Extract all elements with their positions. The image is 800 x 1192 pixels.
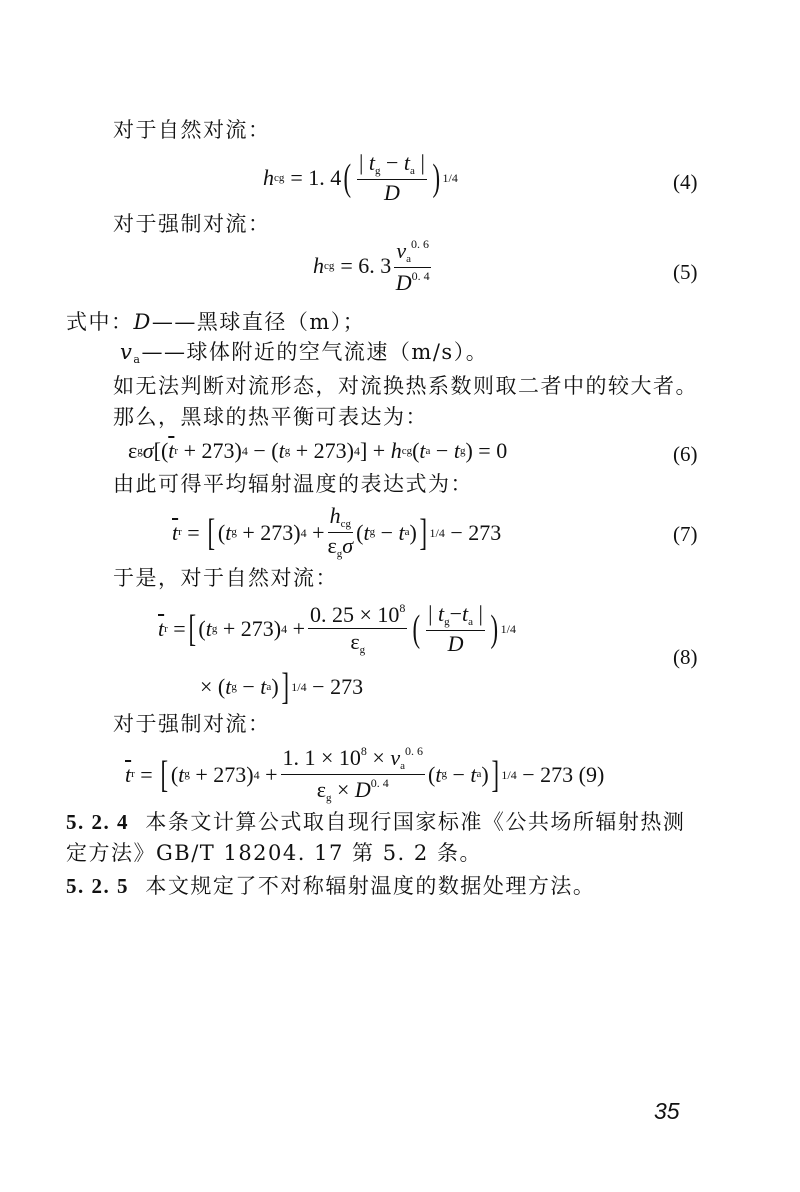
- paren: (: [217, 674, 226, 699]
- exponent: 0. 4: [411, 269, 430, 283]
- op: +: [265, 761, 278, 787]
- op: +: [195, 761, 208, 787]
- sub: a: [406, 253, 411, 265]
- exponent: 4: [241, 444, 248, 458]
- op: −: [435, 438, 449, 463]
- num: 273: [313, 438, 347, 463]
- text-forced-convection: 对于强制对流：: [113, 212, 271, 236]
- abs: |: [428, 601, 433, 626]
- op: −: [312, 674, 325, 699]
- sub: r: [164, 622, 168, 635]
- sub: g: [336, 548, 343, 560]
- equation-6: [128, 440, 507, 462]
- exponent: 8: [360, 744, 367, 758]
- var: h: [313, 253, 324, 278]
- paragraph-convection: 如无法判断对流形态，对流换热系数则取二者中的较大者。: [113, 374, 698, 398]
- exponent: 1/4: [429, 525, 445, 540]
- exponent: 4: [253, 767, 260, 782]
- sub: cg: [340, 518, 351, 530]
- equation-4: [263, 152, 458, 204]
- op: +: [295, 438, 309, 463]
- section-5-2-4-line-2: 定方法》GB/T 18204. 17 第 5. 2 条。: [66, 841, 482, 865]
- desc: ——黑球直径（m）；: [151, 310, 366, 334]
- var: t: [278, 438, 285, 463]
- var: ε: [128, 438, 138, 463]
- num: 273: [540, 761, 574, 787]
- sub: a: [400, 760, 405, 772]
- sub: g: [211, 622, 218, 635]
- var: D: [354, 777, 371, 802]
- equation-label-5: (5): [673, 260, 698, 284]
- fraction: [308, 602, 407, 656]
- sub: g: [284, 444, 291, 457]
- equation-5: [313, 238, 434, 294]
- paragraph-balance: 那么，黑球的热平衡可表达为：: [113, 405, 428, 429]
- fraction: [357, 152, 427, 204]
- var: h: [329, 503, 341, 528]
- var: t: [225, 519, 232, 545]
- section-5-2-5: [66, 876, 595, 897]
- bracket: ]: [359, 438, 368, 463]
- sub: a: [476, 768, 482, 780]
- var: t: [178, 761, 185, 787]
- var: t: [419, 438, 426, 463]
- var: t: [398, 519, 405, 545]
- paren: ): [246, 761, 254, 787]
- desc: ——球体附近的空气流速（m/s）。: [141, 340, 489, 364]
- page-number: 35: [654, 1098, 680, 1124]
- op: −: [449, 601, 463, 626]
- equation-9: [125, 745, 604, 804]
- op: −: [386, 150, 399, 175]
- num: 273: [213, 761, 247, 787]
- coef: 0. 25 × 10: [310, 602, 400, 627]
- section-text: 本条文计算公式取自现行国家标准《公共场所辐射热测: [145, 810, 686, 834]
- op: +: [372, 438, 386, 463]
- coef: = 6. 3: [340, 253, 392, 278]
- var: h: [390, 438, 402, 463]
- sub: cg: [274, 171, 285, 184]
- paren: ): [481, 761, 489, 787]
- paren: (: [428, 761, 436, 787]
- op: ×: [336, 777, 350, 802]
- exponent: 0. 4: [370, 776, 389, 790]
- equation-7: [172, 505, 501, 560]
- op: −: [450, 519, 463, 545]
- equation-label-8: (8): [673, 645, 698, 669]
- sub: cg: [324, 259, 335, 272]
- paren: ): [271, 674, 279, 699]
- sub: g: [137, 444, 143, 457]
- var: t: [260, 674, 267, 699]
- var: t: [435, 761, 442, 787]
- op: −: [253, 438, 266, 463]
- paren: (: [412, 438, 420, 463]
- where-prefix: 式中：: [66, 310, 134, 334]
- paren: (: [271, 438, 279, 463]
- paren: ): [432, 157, 440, 199]
- op: =: [140, 761, 153, 787]
- var: σ: [342, 533, 354, 558]
- var: t: [453, 438, 460, 463]
- var: D: [383, 180, 400, 205]
- where-D: [66, 312, 365, 333]
- paren: ): [346, 438, 354, 463]
- abs: |: [420, 150, 425, 175]
- text-natural-convection-2: 于是，对于自然对流：: [113, 566, 338, 590]
- paren: (: [198, 616, 206, 641]
- sub: a: [468, 616, 474, 628]
- sub: r: [174, 444, 179, 457]
- sub: a: [425, 444, 431, 457]
- paragraph-mrt: 由此可得平均辐射温度的表达式为：: [113, 472, 473, 496]
- sub: g: [441, 768, 447, 780]
- sub: g: [184, 768, 190, 780]
- var: ε: [350, 629, 360, 654]
- var: D: [133, 310, 152, 334]
- bracket: ]: [281, 666, 289, 708]
- var: v: [120, 340, 134, 364]
- op: ×: [372, 745, 385, 770]
- equation-8-line-1: [158, 602, 516, 656]
- var: t: [363, 519, 370, 545]
- sub: a: [404, 526, 410, 538]
- fraction: [394, 238, 431, 294]
- op: =: [173, 616, 186, 641]
- where-v: [120, 342, 488, 365]
- paren: ): [490, 608, 499, 650]
- sub: g: [325, 792, 332, 804]
- section-text: 本文规定了不对称辐射温度的数据处理方法。: [145, 874, 596, 898]
- exponent: 8: [399, 601, 406, 615]
- num: 273: [240, 616, 274, 641]
- exponent: 4: [281, 622, 288, 636]
- text-forced-convection-2: 对于强制对流：: [113, 712, 271, 736]
- section-number: 5. 2. 4: [66, 810, 129, 834]
- coef: 1. 1 × 10: [282, 745, 361, 770]
- var: D: [395, 270, 412, 295]
- op: ×: [200, 674, 213, 699]
- paren: (: [356, 519, 364, 545]
- abs: |: [478, 601, 483, 626]
- paren: (: [412, 608, 421, 650]
- exponent: 0. 6: [405, 744, 423, 758]
- sub: g: [369, 526, 376, 538]
- sub: g: [231, 526, 237, 538]
- fraction: [426, 603, 485, 655]
- equation-label-9: (9): [578, 761, 605, 787]
- exponent: 4: [300, 525, 307, 540]
- var: h: [263, 165, 274, 190]
- text-natural-convection: 对于自然对流：: [113, 118, 271, 142]
- sub: g: [444, 616, 450, 628]
- var: $\overline{t}$: [168, 438, 175, 463]
- abs: |: [358, 150, 364, 175]
- var: D: [447, 631, 464, 656]
- sub: g: [231, 680, 237, 693]
- paren: ): [234, 438, 242, 463]
- paren: ): [409, 519, 417, 545]
- var: t: [403, 150, 411, 175]
- exponent: 1/4: [291, 680, 307, 694]
- equation-label-6: (6): [673, 442, 698, 466]
- op: −: [522, 761, 535, 787]
- var: t: [368, 150, 375, 175]
- var: t: [437, 601, 445, 626]
- sub: a: [133, 353, 142, 366]
- var: ε: [327, 533, 337, 558]
- equation-8-line-2: [200, 668, 363, 706]
- fraction: [328, 505, 354, 560]
- sub: cg: [401, 444, 413, 457]
- exponent: 1/4: [501, 767, 517, 782]
- paren: (: [160, 438, 169, 463]
- var: $\overline{t}$: [172, 519, 179, 545]
- paren: ): [293, 519, 301, 545]
- op: +: [242, 519, 255, 545]
- op: =: [478, 438, 491, 463]
- exponent: 0. 6: [410, 237, 429, 251]
- var: $\overline{t}$: [158, 616, 165, 641]
- paren: (: [217, 519, 226, 545]
- op: −: [452, 761, 465, 787]
- op: +: [312, 519, 325, 545]
- num: 273: [260, 519, 294, 545]
- fraction: [281, 745, 426, 804]
- paren: (: [343, 157, 352, 199]
- paren: (: [170, 761, 179, 787]
- num: 273: [201, 438, 235, 463]
- bracket: [: [160, 753, 169, 796]
- var: t: [470, 761, 477, 787]
- section-number: 5. 2. 5: [66, 874, 129, 898]
- op: +: [292, 616, 305, 641]
- var: ε: [316, 777, 326, 802]
- bracket: [: [207, 511, 216, 554]
- bracket: [: [188, 608, 196, 650]
- op: +: [183, 438, 196, 463]
- coef: = 1. 4: [290, 165, 342, 190]
- bracket: ]: [491, 753, 499, 796]
- section-5-2-4-line-1: [66, 812, 685, 833]
- sub: a: [410, 165, 415, 177]
- var: σ: [142, 438, 154, 463]
- num: 0: [496, 438, 508, 463]
- equation-label-4: (4): [673, 170, 698, 194]
- var: v: [390, 745, 401, 770]
- sub: r: [178, 526, 182, 538]
- num: 273: [330, 674, 364, 699]
- sub: g: [359, 644, 366, 656]
- bracket: [: [153, 438, 161, 463]
- op: −: [242, 674, 255, 699]
- sub: g: [375, 165, 381, 177]
- exponent: 1/4: [442, 171, 458, 185]
- bracket: ]: [419, 511, 427, 554]
- op: +: [222, 616, 236, 641]
- var: v: [396, 238, 407, 263]
- exponent: 1/4: [500, 622, 516, 636]
- var: $\overline{t}$: [125, 761, 132, 787]
- var: t: [462, 601, 469, 626]
- sub: a: [266, 680, 272, 693]
- op: =: [187, 519, 200, 545]
- paren: ): [273, 616, 282, 641]
- var: t: [225, 674, 232, 699]
- paren: ): [465, 438, 473, 463]
- var: t: [205, 616, 212, 641]
- num: 273: [468, 519, 502, 545]
- op: −: [380, 519, 393, 545]
- exponent: 4: [353, 444, 360, 458]
- sub: r: [131, 768, 135, 780]
- sub: g: [459, 444, 466, 457]
- equation-label-7: (7): [673, 522, 698, 546]
